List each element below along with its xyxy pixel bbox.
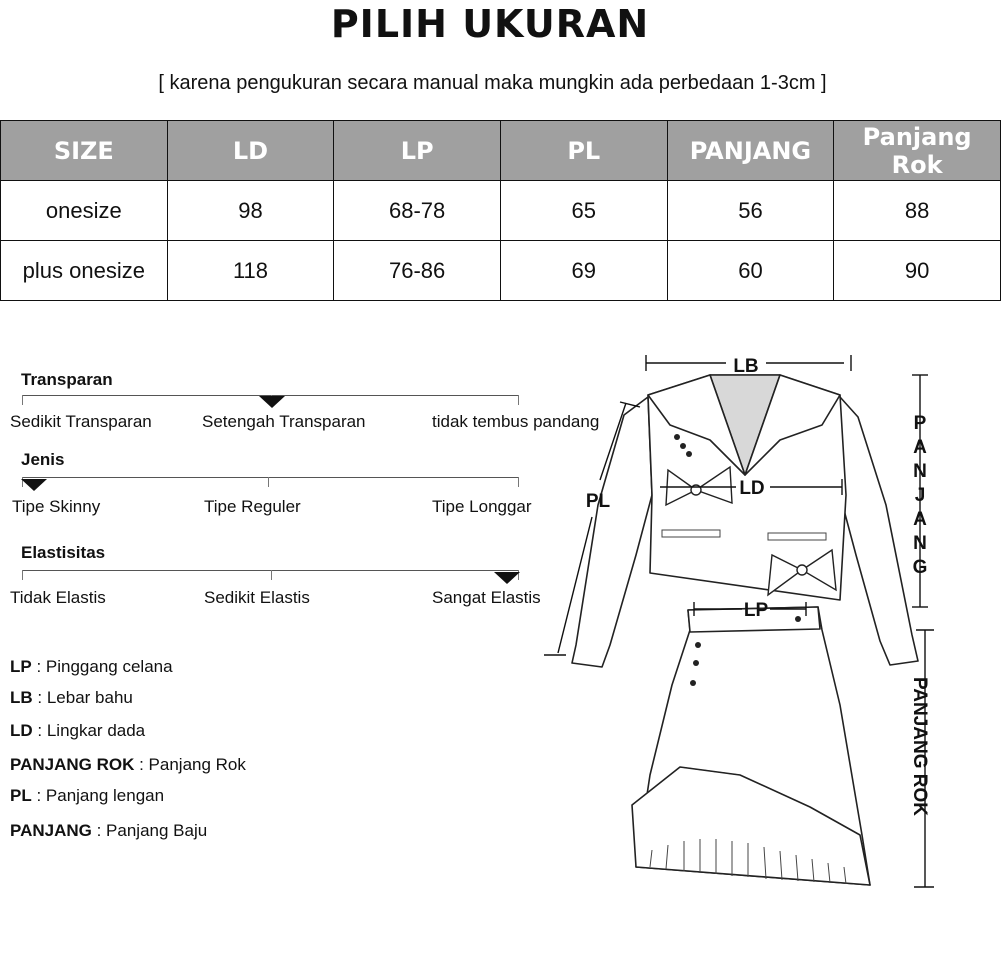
legend-desc: : Lebar bahu [32, 688, 133, 707]
bow-knot [797, 565, 807, 575]
legend-item [10, 721, 145, 741]
cell-ld: 118 [167, 241, 334, 301]
cell-panjang-rok: 88 [834, 181, 1001, 241]
legend-key: PANJANG ROK [10, 755, 135, 774]
header-panjang-rok: Panjang Rok [834, 121, 1001, 181]
scale-marker-icon [494, 572, 520, 584]
table-row [1, 241, 1001, 301]
legend-key: LD [10, 721, 33, 740]
legend-desc: : Panjang Baju [91, 821, 208, 840]
cell-ld: 98 [167, 181, 334, 241]
scale-transparan-label-mid: Setengah Transparan [202, 412, 366, 431]
legend-item [10, 755, 246, 775]
scale-transparan-label-low: Sedikit Transparan [10, 412, 152, 431]
label-lb: LB [733, 356, 759, 377]
scale-tick [271, 570, 272, 580]
legend-item [10, 786, 164, 806]
legend-desc: : Panjang lengan [31, 786, 165, 805]
table-row [1, 181, 1001, 241]
scale-tick [22, 570, 23, 580]
header-pl: PL [500, 121, 667, 181]
header-ld: LD [167, 121, 334, 181]
legend-item [10, 657, 173, 677]
legend-desc: : Pinggang celana [31, 657, 173, 676]
label-pl: PL [585, 491, 611, 512]
legend-desc: : Lingkar dada [32, 721, 146, 740]
scale-elastisitas-label-low: Tidak Elastis [10, 588, 106, 607]
measurement-note: [ karena pengukuran secara manual maka mungkin ada perbedaan 1-3cm ] [158, 72, 827, 94]
button-icon [680, 443, 686, 449]
label-panjang-rok: PANJANG ROK [909, 677, 930, 816]
cell-pl: 69 [500, 241, 667, 301]
scale-transparan-title: Transparan [21, 370, 113, 389]
scale-jenis-label-high: Tipe Longgar [432, 497, 532, 516]
cell-lp: 68-78 [334, 181, 501, 241]
scale-marker-icon [21, 479, 47, 491]
header-panjang: PANJANG [667, 121, 834, 181]
scale-jenis-title: Jenis [21, 450, 65, 469]
jacket-right-sleeve [840, 397, 918, 665]
scale-tick [518, 395, 519, 405]
scale-elastisitas-title: Elastisitas [21, 543, 106, 562]
scale-tick [268, 477, 269, 487]
size-table-header-row [1, 121, 1001, 181]
button-icon [693, 660, 699, 666]
legend-item [10, 688, 133, 708]
cell-lp: 76-86 [334, 241, 501, 301]
scale-transparan-label-high: tidak tembus pandang [432, 412, 600, 431]
scale-jenis-label-mid: Tipe Reguler [204, 497, 301, 516]
button-icon [695, 642, 701, 648]
cell-pl: 65 [500, 181, 667, 241]
header-size: SIZE [1, 121, 168, 181]
legend-desc: : Panjang Rok [134, 755, 246, 774]
cell-size: plus onesize [1, 241, 168, 301]
cell-size: onesize [1, 181, 168, 241]
label-lp: LP [743, 600, 769, 621]
cell-panjang: 56 [667, 181, 834, 241]
scale-marker-icon [259, 396, 285, 408]
label-ld: LD [739, 478, 765, 499]
garment-diagram [540, 345, 1000, 905]
legend-key: PL [10, 786, 32, 805]
label-panjang: P A N J A N G [912, 413, 928, 578]
button-icon [690, 680, 696, 686]
scale-tick [22, 395, 23, 405]
scale-elastisitas-label-high: Sangat Elastis [432, 588, 541, 607]
jacket-left-sleeve [572, 397, 652, 667]
scale-jenis-line [22, 477, 519, 478]
cell-panjang-rok: 90 [834, 241, 1001, 301]
page-title: PILIH UKURAN [330, 2, 650, 46]
legend-key: LB [10, 688, 33, 707]
scale-jenis-label-low: Tipe Skinny [12, 497, 101, 516]
cell-panjang: 60 [667, 241, 834, 301]
legend-key: PANJANG [10, 821, 92, 840]
button-icon [674, 434, 680, 440]
button-icon [686, 451, 692, 457]
legend-key: LP [10, 657, 32, 676]
scale-tick [518, 477, 519, 487]
size-table [0, 120, 1001, 301]
legend-item [10, 821, 207, 841]
header-lp: LP [334, 121, 501, 181]
scale-elastisitas-label-mid: Sedikit Elastis [204, 588, 310, 607]
button-icon [795, 616, 801, 622]
